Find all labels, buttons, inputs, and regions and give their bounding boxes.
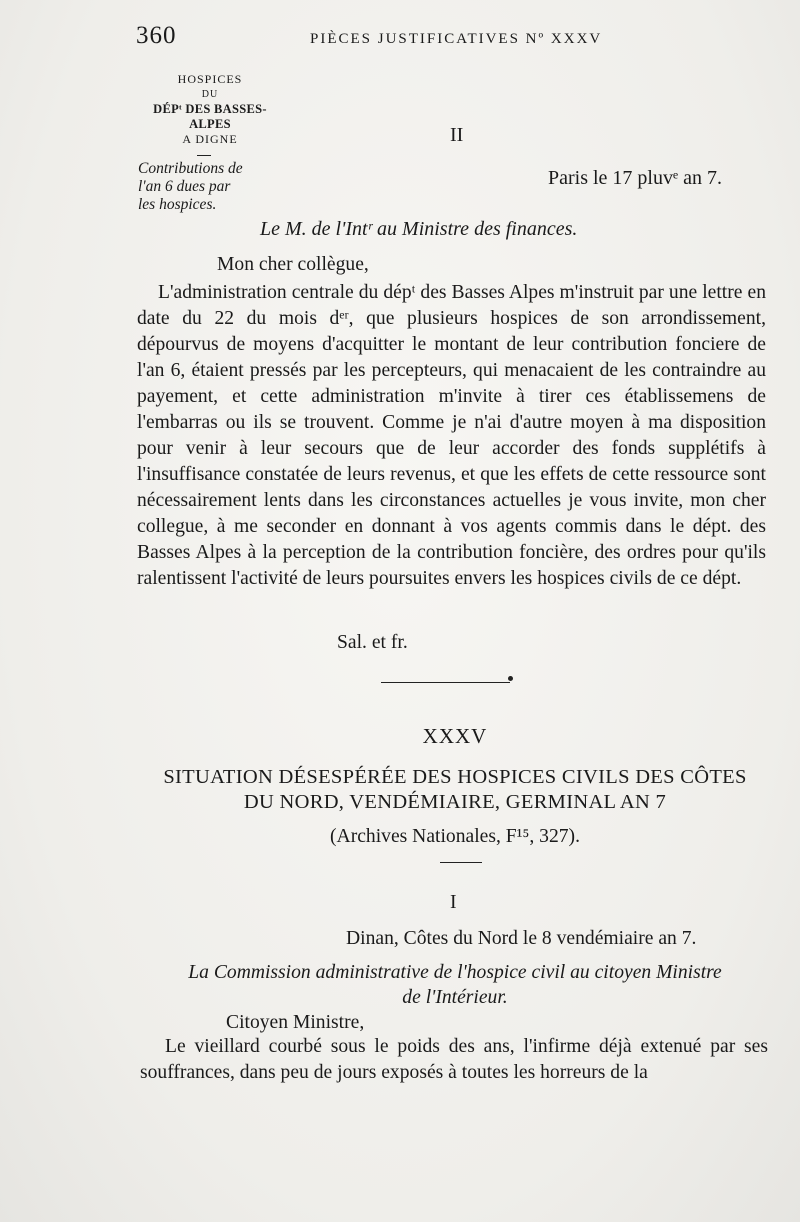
section-numeral-i: I (450, 892, 457, 913)
section-i-address-line2: de l'Intérieur. (402, 987, 508, 1008)
section-i-salutation: Citoyen Ministre, (226, 1012, 365, 1033)
section-i-date: Dinan, Côtes du Nord le 8 vendémiaire an 7. (346, 928, 697, 949)
section-numeral-ii: II (450, 124, 464, 146)
chapter-numeral: XXXV (422, 724, 488, 748)
section-ii-address: Le M. de l'Intʳ au Ministre des finances. (260, 218, 578, 240)
chapter-title (140, 765, 770, 815)
section-i-body (140, 1034, 768, 1086)
section-i-paragraph: Le vieillard courbé sous le poids des ans, l'infirme déjà extenué par ses souffrances, dans peu de jours exposés à toutes les horreurs de la (140, 1036, 768, 1083)
section-ii-date: Paris le 17 pluvᵉ an 7. (548, 167, 722, 189)
running-head (130, 22, 770, 62)
section-ii-body (137, 280, 766, 592)
margin-note-line: les hospices. (138, 196, 217, 213)
chapter-title-line1: SITUATION DÉSESPÉRÉE DES HOSPICES CIVILS DES CÔTES (163, 766, 747, 788)
margin-heading-line3: DÉPᵗ DES BASSES-ALPES (153, 102, 267, 131)
section-ii-closing: Sal. et fr. (337, 632, 408, 653)
margin-note (138, 160, 298, 214)
margin-note-line: l'an 6 dues par (138, 178, 231, 195)
page-number: 360 (136, 22, 177, 49)
divider-ornament (508, 676, 513, 681)
chapter-source: (Archives Nationales, F¹⁵, 327). (330, 826, 580, 847)
section-divider (381, 682, 510, 683)
chapter-rule (440, 862, 482, 863)
margin-heading-line4: A DIGNE (182, 132, 238, 146)
chapter-title-line2: DU NORD, VENDÉMIAIRE, GERMINAL AN 7 (243, 791, 667, 813)
margin-heading-line2: DU (201, 89, 219, 100)
section-ii-salutation: Mon cher collègue, (217, 254, 369, 275)
section-i-address (140, 960, 770, 1010)
running-head-title: PIÈCES JUSTIFICATIVES Nº XXXV (310, 31, 603, 47)
margin-note-line: Contributions de (138, 160, 243, 177)
margin-heading (135, 72, 285, 147)
margin-rule (197, 155, 211, 156)
margin-heading-line1: HOSPICES (177, 72, 243, 86)
section-ii-paragraph: L'administration centrale du dépᵗ des Basses Alpes m'instruit par une lettre en date du 22 du mois dᵉʳ, que plusieurs hospices de son arrondissement, dépourvus de moyens d'acquitter le montant de leur contribution fonciere de l'an 6, étaient pressés par les percepteurs, qui menacaient de les contraindre au payement, et cette administration m'invite à tirer ces établissemens de l'embarras ou ils se trouvent. Comme je n'ai d'autre moyen à ma disposition pour venir à leur secours que de leur accorder des fonds supplétifs à l'insuffisance constatée de leurs revenus, et que les effets de cette ressource sont nécessairement lents dans les circonstances actuelles je vous invite, mon cher collegue, à me seconder en donnant à vos agents commis dans le dépt. des Basses Alpes à la perception de la contribution foncière, des ordres pour qu'ils ralentissent l'activité de leurs poursuites envers les hospices civils de ce dépt. (137, 282, 766, 589)
section-i-address-line1: La Commission administrative de l'hospice civil au citoyen Ministre (188, 962, 722, 983)
